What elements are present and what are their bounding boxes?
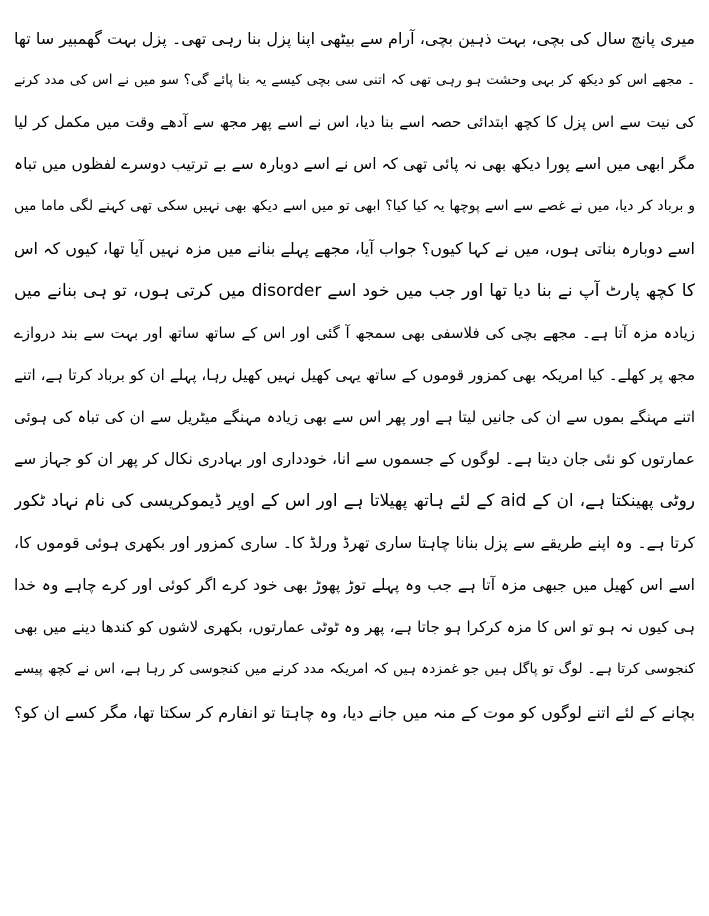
text-line-10: اتنے مہنگے بموں سے ان کی جانیں لیتا ہے اور پھر اس سے بھی زیادہ مہنگے میٹریل سے ان کی تباہ کی ہوئی bbox=[14, 407, 695, 426]
text-line-13: کرتا ہے۔ وہ اپنے طریقے سے پزل بنانا چاہتا ساری تھرڈ ورلڈ کا۔ ساری کمزور اور بکھری ہوئی قوموں کا، bbox=[14, 534, 695, 553]
text-line-17: بچانے کے لئے اتنے لوگوں کو موت کے منہ میں جانے دیا، وہ چاہتا تو انفارم کر سکتا تھا، مگر کسے ان کو؟ bbox=[14, 702, 695, 722]
text-line-16: کنجوسی کرتا ہے۔ لوگ تو پاگل ہیں جو غمزدہ ہیں کہ امریکہ مدد کرنے میں کنجوسی کر رہا ہے، اس نے کچھ پیسے bbox=[14, 661, 695, 678]
text-line-9: مجھ پر کھلے۔ کیا امریکہ بھی کمزور قوموں کے ساتھ یہی کھیل نہیں کھیل رہا، پہلے ان کو برباد کرتا ہے، اتنے bbox=[14, 365, 695, 384]
text-line-11: عمارتوں کو نئی جان دیتا ہے۔ لوگوں کے جسموں سے انا، خودداری اور بہادری نکال کر پھر ان کو جہاز سے bbox=[14, 449, 695, 468]
text-line-7: کا کچھ پارٹ آپ نے بنا دیا تھا اور جب میں خود اسے disorder میں کرتی ہوں، تو ہی بنانے میں bbox=[14, 280, 695, 301]
text-line-2: ۔ مجھے اس کو دیکھ کر بہی وحشت ہو رہی تھی کہ اتنی سی بچی کیسے یہ بنا پائے گی؟ سو میں نے اس کی مدد کرنے bbox=[14, 72, 695, 89]
text-line-14: اسے اس کھیل میں جبھی مزہ آتا ہے جب وہ پہلے توڑ پھوڑ بھی خود کرے اگر کوئی اور کرے چاہے وہ خدا bbox=[14, 576, 695, 595]
text-line-15: ہی کیوں نہ ہو تو اس کا مزہ کرکرا ہو جاتا ہے، پھر وہ ٹوٹی عمارتوں، بکھری لاشوں کو کندھا دینے میں بھی bbox=[14, 618, 695, 637]
text-line-3: کی نیت سے اس پزل کا کچھ ابتدائی حصہ اسے بنا دیا، اس نے اسے پھر مجھ سے آدھے وقت میں مکمل کر لیا bbox=[14, 113, 695, 132]
text-line-6: اسے دوبارہ بناتی ہوں، میں نے کہا کیوں؟ جواب آیا، مجھے پہلے بنانے میں مزہ نہیں آیا تھا، کیوں کہ اس bbox=[14, 239, 695, 259]
text-line-8: زیادہ مزہ آتا ہے۔ مجھے بچی کی فلاسفی بھی سمجھ آ گئی اور اس کے ساتھ ساتھ اور بہت سے بند دروازے bbox=[14, 323, 695, 342]
text-line-12: روٹی پھینکتا ہے، ان کے aid کے لئے ہاتھ پھیلاتا ہے اور اس کے اوپر ڈیموکریسی کی نام نہاد ٹکور bbox=[14, 491, 695, 512]
text-line-5: و برباد کر دیا، میں نے غصے سے اسے پوچھا یہ کیا کیا؟ ابھی تو میں اسے دیکھ بھی نہیں سکی تھی کہنے لگی ماما میں bbox=[14, 198, 695, 215]
text-line-1: میری پانچ سال کی بچی، بہت ذہین بچی، آرام سے بیٹھی اپنا پزل بنا رہی تھی۔ پزل بہت گھمبیر سا تھا bbox=[14, 29, 695, 48]
text-line-4: مگر ابھی میں اسے پورا دیکھ بھی نہ پائی تھی کہ اس نے اسے دوبارہ سے بے ترتیب دوسرے لفظوں میں تباہ bbox=[14, 155, 695, 174]
